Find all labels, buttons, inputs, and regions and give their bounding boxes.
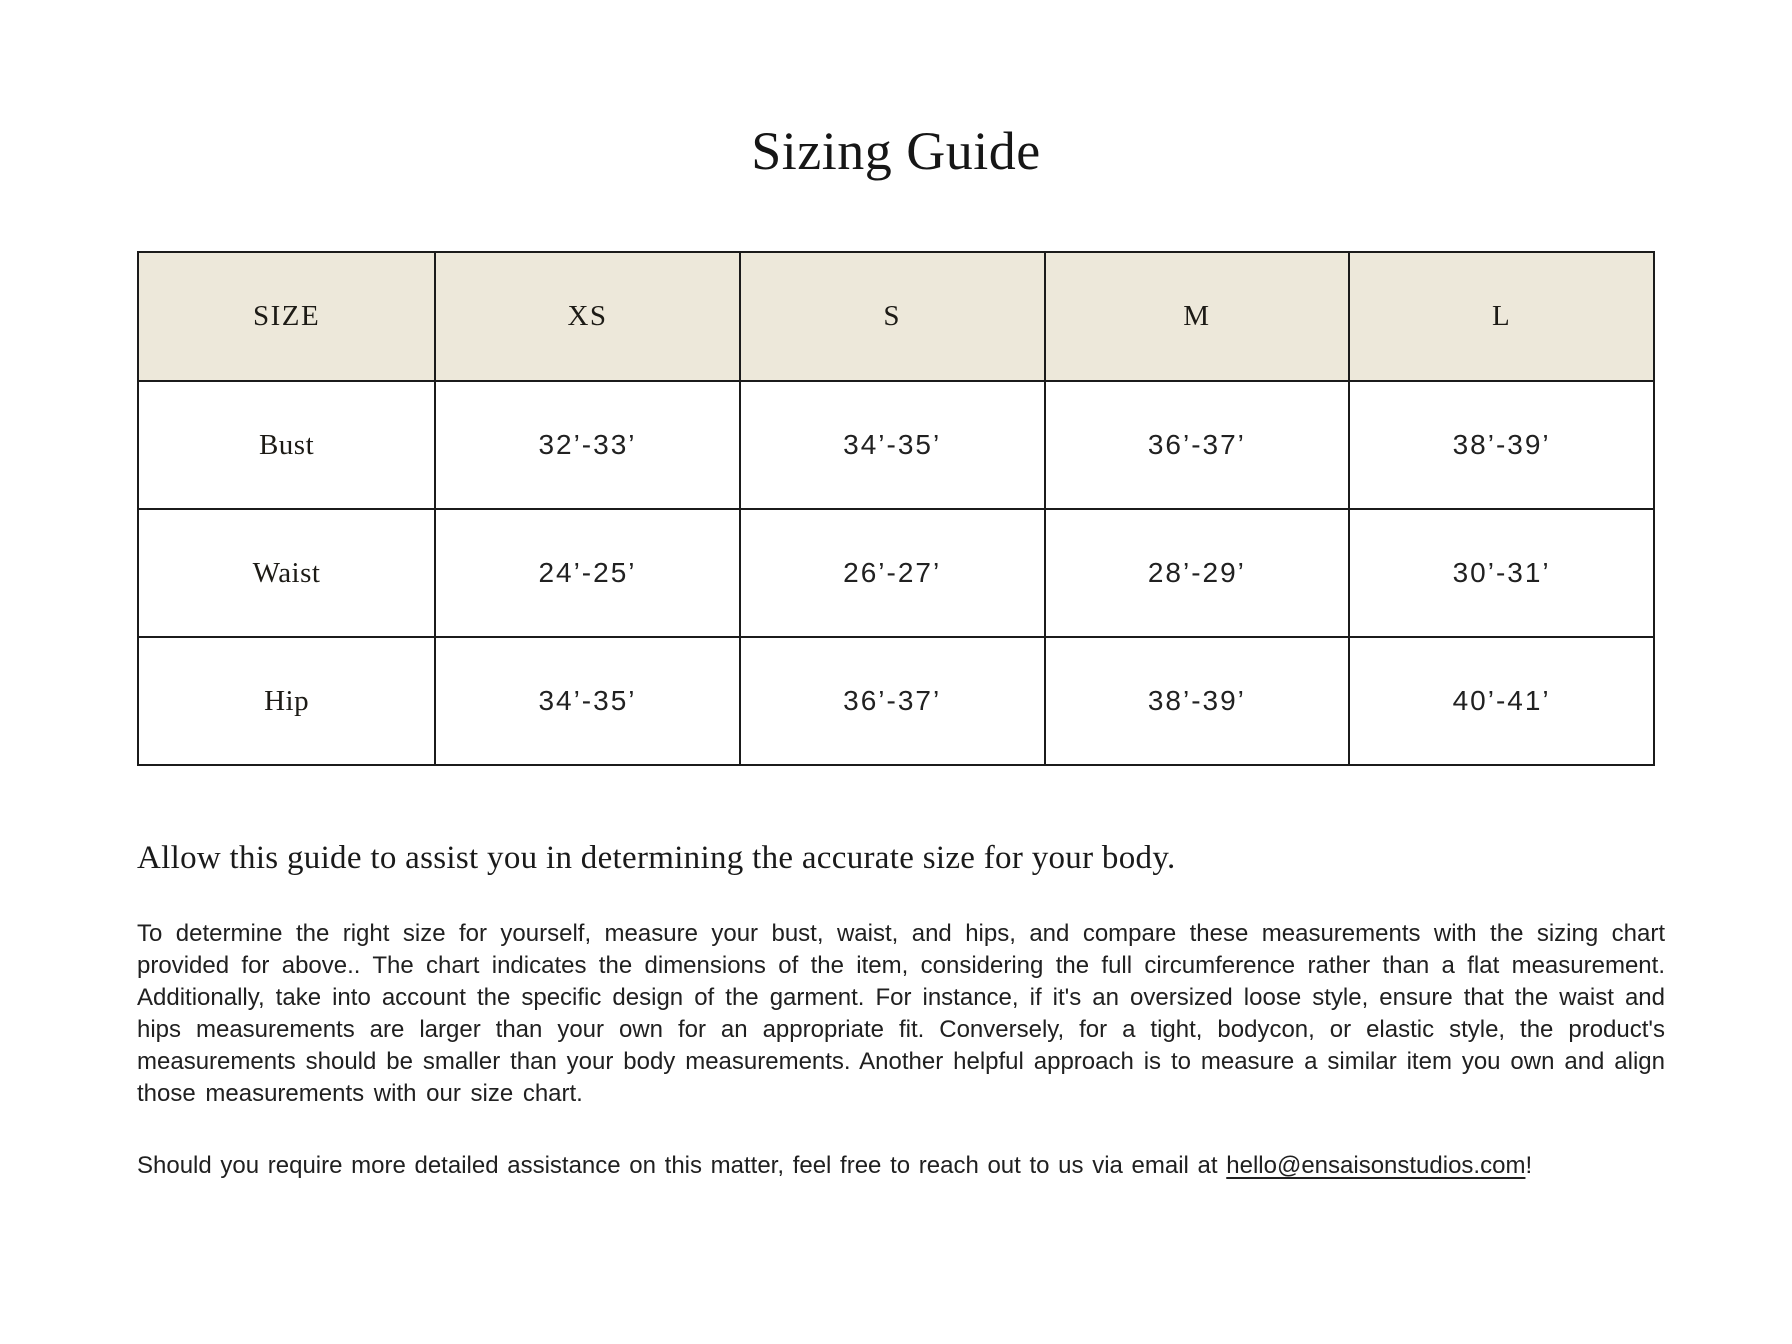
cell-hip-s: 36’-37’: [740, 637, 1045, 765]
cell-hip-m: 38’-39’: [1045, 637, 1350, 765]
table-header-row: [138, 252, 1654, 381]
cell-bust-xs: 32’-33’: [435, 381, 740, 509]
size-chart-table: [137, 251, 1655, 766]
cell-waist-m: 28’-29’: [1045, 509, 1350, 637]
cell-bust-m: 36’-37’: [1045, 381, 1350, 509]
col-header-s: S: [740, 252, 1045, 381]
col-header-size: SIZE: [138, 252, 435, 381]
page-title: Sizing Guide: [751, 121, 1041, 181]
cell-waist-l: 30’-31’: [1349, 509, 1654, 637]
cell-bust-s: 34’-35’: [740, 381, 1045, 509]
table-row-waist: [138, 509, 1654, 637]
cell-waist-s: 26’-27’: [740, 509, 1045, 637]
row-label-bust: Bust: [138, 381, 435, 509]
cell-hip-xs: 34’-35’: [435, 637, 740, 765]
cell-bust-l: 38’-39’: [1349, 381, 1654, 509]
cell-waist-xs: 24’-25’: [435, 509, 740, 637]
subheading: Allow this guide to assist you in determining the accurate size for your body.: [137, 840, 1176, 877]
cell-hip-l: 40’-41’: [1349, 637, 1654, 765]
row-label-hip: Hip: [138, 637, 435, 765]
email-link[interactable]: hello@ensaisonstudios.com: [1226, 1152, 1526, 1180]
col-header-l: L: [1349, 252, 1654, 381]
row-label-waist: Waist: [138, 509, 435, 637]
contact-line: [137, 1150, 1665, 1182]
contact-text-suffix: !: [1525, 1152, 1533, 1180]
col-header-xs: XS: [435, 252, 740, 381]
contact-text-prefix: Should you require more detailed assistance on this matter, feel free to reach out to us via email at: [137, 1152, 1227, 1180]
col-header-m: M: [1045, 252, 1350, 381]
table-row-bust: [138, 381, 1654, 509]
table-row-hip: [138, 637, 1654, 765]
description-paragraph: To determine the right size for yourself, measure your bust, waist, and hips, and compare these measurements with the sizing chart provided for above.. The chart indicates the dimensions of the item, considering the full circumference rather than a flat measurement. Additionally, take into account the specific design of the garment. For instance, if it's an oversized loose style, ensure that the waist and hips measurements are larger than your own for an appropriate fit. Conversely, for a tight, bodycon, or elastic style, the product's measurements should be smaller than your body measurements. Another helpful approach is to measure a similar item you own and align those measurements with our size chart.: [137, 920, 1665, 1108]
